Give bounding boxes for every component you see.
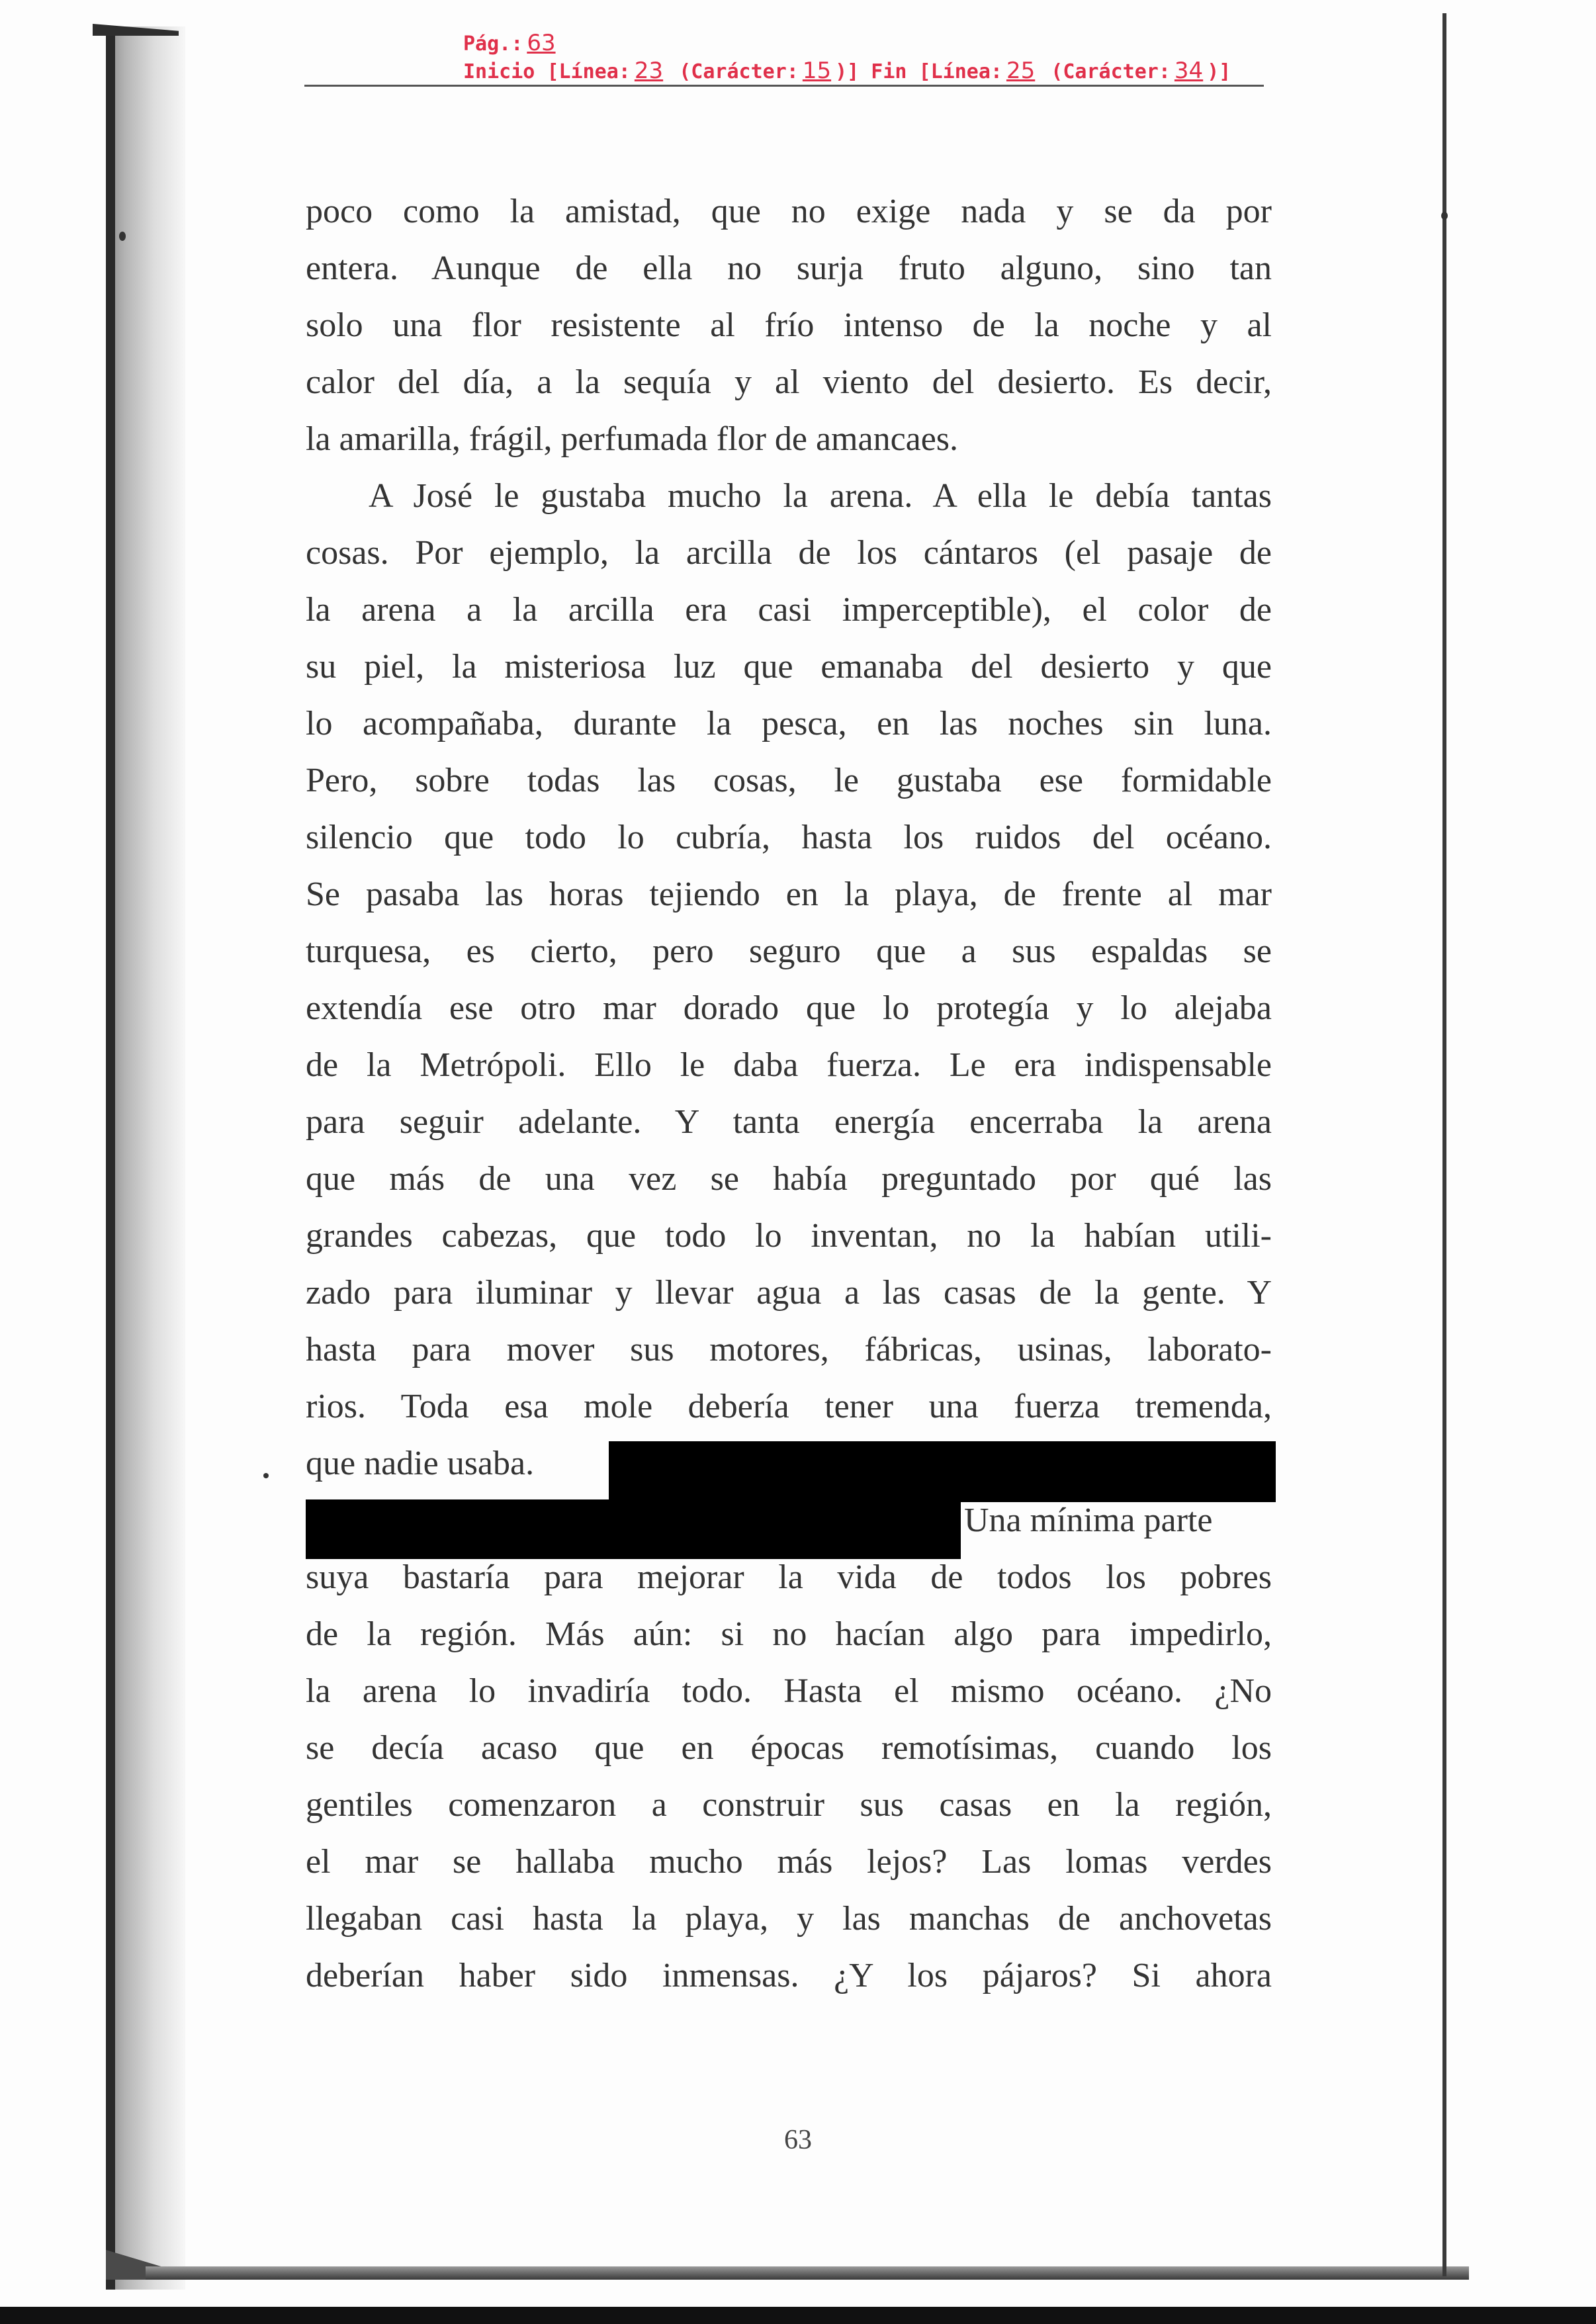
- text-line: Una mínima parte: [964, 1501, 1213, 1539]
- text-line: el mar se hallaba mucho más lejos? Las lomas verdes: [306, 1843, 1272, 1881]
- scan-border: [0, 2307, 1596, 2324]
- text-line: hasta para mover sus motores, fábricas, usinas, laborato-: [306, 1331, 1272, 1368]
- text-line: Pero, sobre todas las cosas, le gustaba ese formidable: [306, 762, 1272, 799]
- text-line: silencio que todo lo cubría, hasta los ruidos del océano.: [306, 819, 1272, 856]
- stamp-end-char-value: 34: [1174, 58, 1204, 84]
- stamp-start-label: Inicio: [463, 60, 535, 83]
- text-line: A José le gustaba mucho la arena. A ella le debía tantas: [369, 477, 1272, 515]
- stamp-end-line-value: 25: [1006, 58, 1036, 84]
- redaction-block: [306, 1499, 961, 1559]
- text-line: deberían haber sido inmensas. ¿Y los pájaros? Si ahora: [306, 1957, 1272, 1994]
- text-line: la arena lo invadiría todo. Hasta el mismo océano. ¿No: [306, 1672, 1272, 1710]
- text-line: cosas. Por ejemplo, la arcilla de los cántaros (el pasaje de: [306, 534, 1272, 572]
- scan-speck: [263, 1473, 269, 1478]
- page-number: 63: [784, 2125, 812, 2155]
- redaction-block: [609, 1441, 1276, 1502]
- stamp-end-line-label: [Línea:: [918, 60, 1002, 83]
- text-line: rios. Toda esa mole debería tener una fuerza tremenda,: [306, 1388, 1272, 1425]
- stamp-start-close: )]: [835, 60, 860, 83]
- text-line: solo una flor resistente al frío intenso de la noche y al: [306, 306, 1272, 344]
- text-line: gentiles comenzaron a construir sus casas en la región,: [306, 1786, 1272, 1824]
- stamp-end-label: Fin: [871, 60, 907, 83]
- scan-speck: [119, 232, 126, 241]
- stamp-start-line-label: [Línea:: [547, 60, 631, 83]
- stamp-start-line-value: 23: [634, 58, 664, 84]
- stamp-page-value: 63: [527, 30, 556, 56]
- text-line: extendía ese otro mar dorado que lo protegía y lo alejaba: [306, 989, 1272, 1027]
- text-line: llegaban casi hasta la playa, y las manchas de anchovetas: [306, 1900, 1272, 1938]
- page-gutter-shadow: [106, 26, 185, 2290]
- text-line: Se pasaba las horas tejiendo en la playa, de frente al mar: [306, 875, 1272, 913]
- text-line: que más de una vez se había preguntado por qué las: [306, 1160, 1272, 1198]
- page-right-edge: [1442, 13, 1446, 2276]
- text-line: de la región. Más aún: si no hacían algo para impedirlo,: [306, 1615, 1272, 1653]
- text-line: de la Metrópoli. Ello le daba fuerza. Le era indispensable: [306, 1046, 1272, 1084]
- text-line: su piel, la misteriosa luz que emanaba del desierto y que: [306, 648, 1272, 686]
- stamp-page-label: Pág.:: [463, 32, 523, 56]
- scan-speck: [1441, 212, 1448, 220]
- text-line: zado para iluminar y llevar agua a las casas de la gente. Y: [306, 1274, 1272, 1312]
- text-line: calor del día, a la sequía y al viento del desierto. Es decir,: [306, 363, 1272, 401]
- header-rule: [304, 85, 1264, 87]
- text-line: grandes cabezas, que todo lo inventan, no la habían utili-: [306, 1217, 1272, 1255]
- text-line: la amarilla, frágil, perfumada flor de amancaes.: [306, 420, 959, 458]
- text-line: para seguir adelante. Y tanta energía encerraba la arena: [306, 1103, 1272, 1141]
- text-line: la arena a la arcilla era casi imperceptible), el color de: [306, 591, 1272, 629]
- text-line: entera. Aunque de ella no surja fruto alguno, sino tan: [306, 249, 1272, 287]
- stamp-start-char-label: (Carácter:: [679, 60, 799, 83]
- stamp-end-close: )]: [1207, 60, 1231, 83]
- stamp-end-char-label: (Carácter:: [1051, 60, 1171, 83]
- stamp-start-char-value: 15: [802, 58, 832, 84]
- text-line: suya bastaría para mejorar la vida de todos los pobres: [306, 1558, 1272, 1596]
- text-line: turquesa, es cierto, pero seguro que a sus espaldas se: [306, 932, 1272, 970]
- page-bottom-edge: [146, 2266, 1469, 2280]
- text-line: lo acompañaba, durante la pesca, en las noches sin luna.: [306, 705, 1272, 742]
- text-line: se decía acaso que en épocas remotísimas, cuando los: [306, 1729, 1272, 1767]
- text-line: que nadie usaba.: [306, 1445, 535, 1482]
- text-line: poco como la amistad, que no exige nada y se da por: [306, 193, 1272, 230]
- page-spine: [106, 26, 115, 2290]
